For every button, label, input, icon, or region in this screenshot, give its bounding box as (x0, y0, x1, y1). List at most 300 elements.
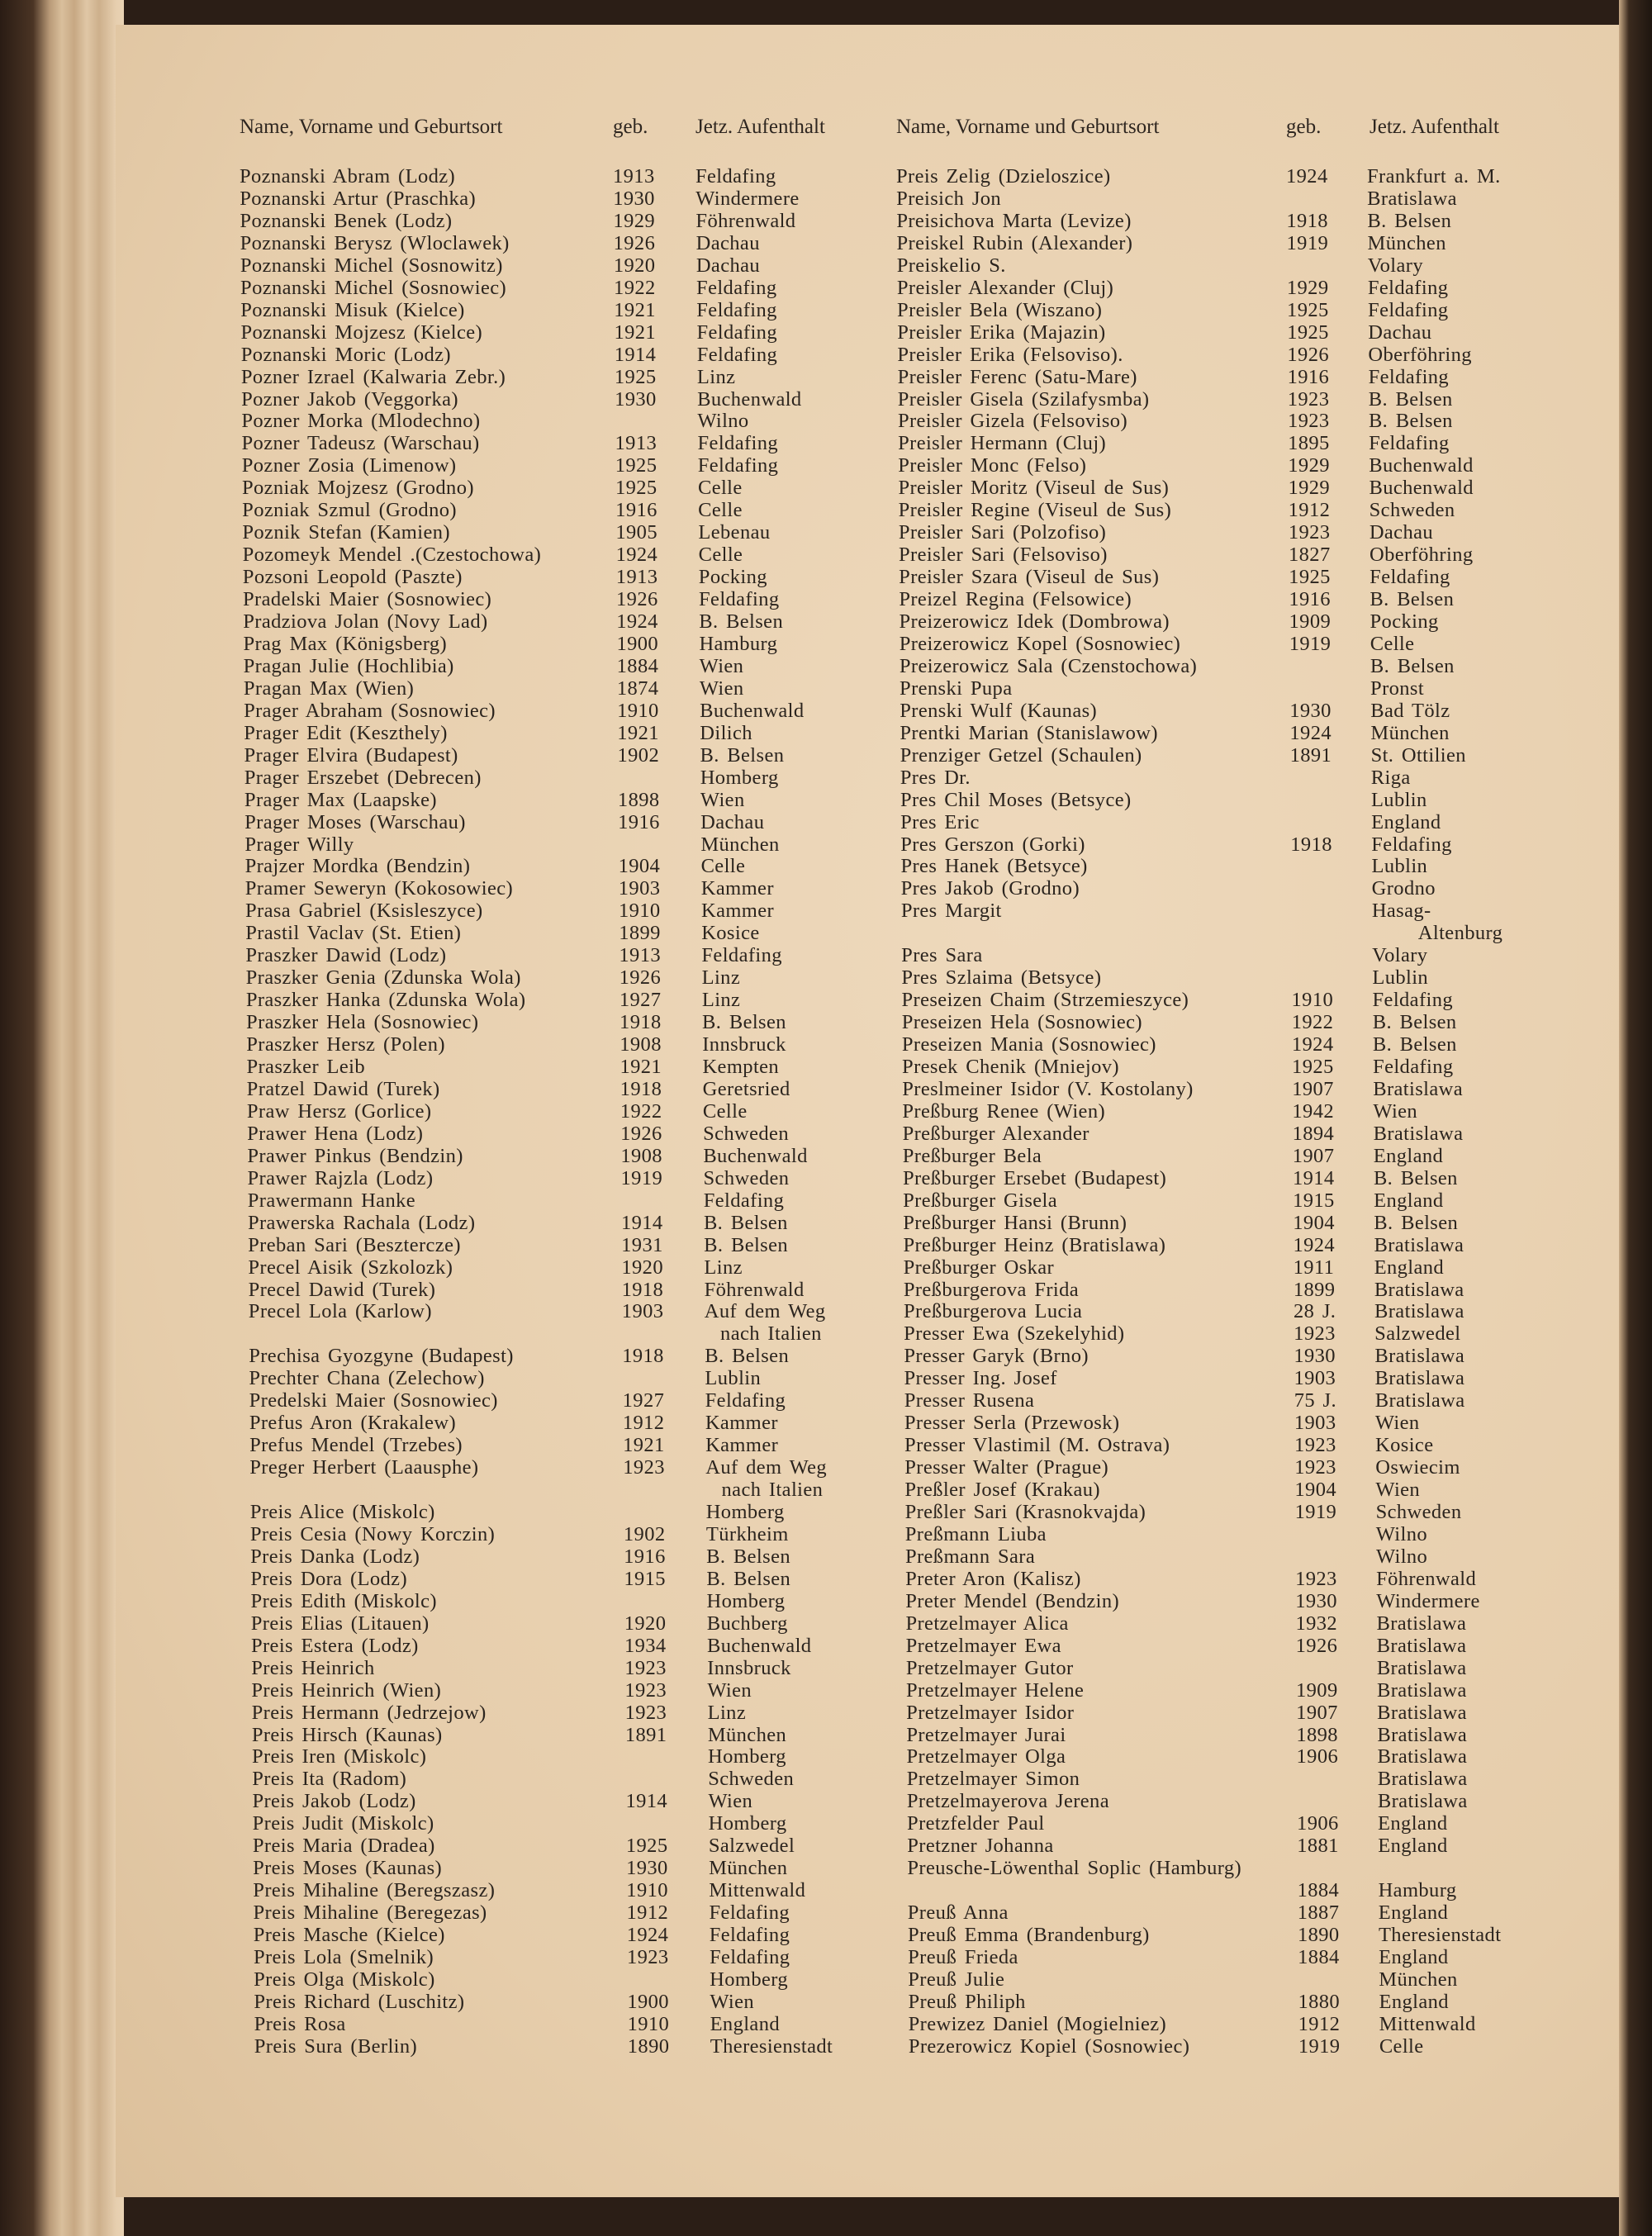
entry-year: 1919 (1294, 1501, 1337, 1523)
entry-name: Prawer Rajzla (Lodz) (247, 1166, 434, 1189)
entry-name: Preßburger Bela (902, 1144, 1042, 1167)
list-entry (0, 1056, 1652, 1078)
entry-name: Preis Estera (Lodz) (250, 1634, 419, 1657)
list-entry (0, 388, 1652, 411)
entry-place: Wilno (1375, 1522, 1428, 1545)
entry-name: Pozner Zosia (Limenow) (241, 454, 457, 477)
list-entry (0, 410, 1652, 432)
list-entry (0, 321, 1652, 344)
entry-name: Preßburger Gisela (903, 1189, 1058, 1212)
list-entry (0, 2035, 1652, 2058)
list-entry (0, 677, 1652, 700)
entry-place: Feldafing (695, 165, 776, 188)
entry-name: Preslmeiner Isidor (V. Kostolany) (902, 1077, 1194, 1100)
entry-year: 1910 (617, 699, 659, 722)
entry-year: 1895 (1288, 432, 1330, 455)
entry-name: Preseizen Chaim (Strzemieszyce) (901, 989, 1189, 1012)
entry-year: 1923 (624, 1678, 667, 1702)
entry-year: 1899 (1293, 1278, 1336, 1301)
entry-name: Preban Sari (Besztercze) (248, 1233, 461, 1256)
entry-place: Celle (702, 1099, 748, 1123)
entry-place: Bratislawa (1374, 1278, 1464, 1301)
list-entry (0, 900, 1652, 922)
entry-place: Schweden (703, 1122, 789, 1145)
list-entry (0, 232, 1652, 254)
list-entry (0, 477, 1652, 499)
entry-place: B. Belsen (1367, 209, 1452, 232)
entry-place: B. Belsen (1368, 387, 1453, 411)
list-entry (0, 1345, 1652, 1367)
entry-name: Preis Masche (Kielce) (253, 1924, 445, 1947)
entry-place: Oberföhring (1368, 343, 1472, 366)
entry-place: Oberföhring (1370, 544, 1474, 567)
entry-year: 1906 (1296, 1745, 1339, 1768)
entry-place: Feldafing (696, 320, 777, 344)
list-entry (0, 1389, 1652, 1412)
entry-year: 1907 (1296, 1701, 1338, 1724)
list-entry (0, 1145, 1652, 1167)
entry-name: Pramer Seweryn (Kokosowiec) (244, 877, 514, 900)
entry-place: Windermere (695, 187, 800, 210)
entry-name: Preuß Emma (Brandenburg) (907, 1924, 1150, 1947)
entry-place: Bratislawa (1376, 1634, 1467, 1657)
list-entry (0, 855, 1652, 877)
entry-name: Preisler Bela (Wiszano) (897, 298, 1103, 321)
entry-name: Preisler Monc (Felso) (898, 454, 1087, 477)
entry-place: Altenburg (1372, 922, 1503, 945)
list-entry (0, 1322, 1652, 1345)
entry-place: Buchenwald (1369, 454, 1474, 477)
right-header-place: Jetz. Aufenthalt (1370, 116, 1499, 138)
entry-place: Bratislawa (1374, 1300, 1464, 1323)
entry-year: 1922 (614, 276, 656, 299)
entry-year: 1920 (621, 1256, 663, 1279)
entry-year: 1894 (1292, 1122, 1335, 1145)
entry-year: 1907 (1292, 1144, 1335, 1167)
list-entry (0, 1212, 1652, 1234)
entry-place: München (700, 833, 780, 856)
left-header-name: Name, Vorname und Geburtsort (240, 116, 503, 138)
entry-name: Prechisa Gyozgyne (Budapest) (249, 1345, 514, 1368)
entry-name: Poznanski Mojzesz (Kielce) (240, 320, 483, 344)
entry-place: B. Belsen (704, 1233, 789, 1256)
entry-name: Preßler Sari (Krasnokvajda) (904, 1501, 1146, 1523)
entry-place: Pronst (1370, 676, 1425, 700)
list-entry (0, 1768, 1652, 1790)
entry-place: Kammer (700, 900, 775, 923)
entry-year: 1911 (1293, 1256, 1335, 1279)
entry-year: 1916 (618, 810, 660, 833)
entry-name: Presser Vlastimil (M. Ostrava) (904, 1434, 1170, 1457)
entry-place: Föhrenwald (1376, 1567, 1477, 1590)
entry-year: 1916 (624, 1545, 666, 1568)
entry-year: 1921 (620, 1056, 662, 1078)
entry-year: 1827 (1289, 544, 1331, 567)
entry-year: 1922 (1291, 1011, 1334, 1034)
entry-place: Geretsried (702, 1077, 790, 1100)
entry-place: Feldafing (1372, 989, 1454, 1012)
entry-place: Celle (698, 544, 743, 567)
entry-place: Feldafing (697, 432, 779, 455)
entry-year: 1925 (1287, 298, 1329, 321)
entry-name: Presek Chenik (Mniejov) (902, 1056, 1119, 1078)
entry-place: Pocking (698, 566, 767, 589)
entry-place: Hamburg (699, 632, 778, 655)
entry-place: Innsbruck (702, 1033, 786, 1056)
entry-name: Preiskel Rubin (Alexander) (896, 231, 1133, 254)
list-entry (0, 1256, 1652, 1279)
entry-place: England (710, 2012, 781, 2035)
entry-year: 1914 (620, 1211, 663, 1234)
left-header-year: geb. (613, 116, 648, 138)
entry-year: 1910 (1291, 989, 1334, 1012)
list-entry (0, 1033, 1652, 1056)
entry-year: 1913 (613, 165, 655, 188)
entry-name: Preis Danka (Lodz) (250, 1545, 420, 1568)
entry-name: Praszker Hanka (Zdunska Wola) (245, 989, 526, 1012)
entry-place: B. Belsen (703, 1211, 788, 1234)
entry-year: 1903 (1294, 1412, 1336, 1435)
list-entry (0, 655, 1652, 677)
entry-name: Poznanski Michel (Sosnowiec) (240, 276, 507, 299)
entry-place: B. Belsen (706, 1567, 791, 1590)
list-entry (0, 767, 1652, 789)
entry-year: 1924 (615, 544, 658, 567)
entry-place: nach Italien (705, 1322, 822, 1346)
entry-place: Homberg (700, 766, 779, 789)
entry-year: 1890 (1297, 1924, 1340, 1947)
list-entry (0, 254, 1652, 277)
entry-place: Föhrenwald (695, 209, 796, 232)
list-entry (0, 1946, 1652, 1968)
entry-name: Pozner Tadeusz (Warschau) (241, 432, 480, 455)
entry-name: Preuß Anna (907, 1901, 1009, 1925)
entry-year: 1924 (1293, 1233, 1336, 1256)
entry-year: 1926 (1287, 343, 1330, 366)
entry-name: Pres Hanek (Betsyce) (900, 855, 1088, 878)
entry-name: Preisler Gisela (Szilafysmba) (897, 387, 1150, 411)
entry-year: 1913 (615, 566, 658, 589)
entry-year: 1920 (613, 254, 656, 277)
entry-year: 1942 (1292, 1099, 1335, 1123)
entry-name: Preßburger Alexander (902, 1122, 1089, 1145)
entry-name: Preßburger Ersebet (Budapest) (902, 1166, 1167, 1189)
entry-place: Türkheim (705, 1522, 789, 1545)
entry-name: Pretzner Johanna (907, 1835, 1054, 1858)
entry-name: Preis Cesia (Nowy Korczin) (249, 1522, 496, 1545)
entry-year: 1915 (624, 1567, 666, 1590)
entry-year: 1924 (626, 1924, 669, 1947)
entry-place: nach Italien (705, 1479, 824, 1502)
entry-name: Preis Jakob (Lodz) (252, 1790, 416, 1813)
entry-place: Feldafing (709, 1946, 790, 1968)
right-header-name: Name, Vorname und Geburtsort (896, 116, 1160, 138)
entry-name: Praszker Dawid (Lodz) (245, 944, 447, 967)
list-entry (0, 432, 1652, 454)
entry-place: Bratislawa (1377, 1745, 1468, 1768)
entry-year: 1903 (621, 1300, 664, 1323)
list-entry (0, 1724, 1652, 1746)
list-entry (0, 1835, 1652, 1857)
entry-place: Feldafing (699, 588, 780, 611)
entry-place: Wilno (1375, 1545, 1428, 1568)
entry-place: Dachau (695, 254, 761, 277)
entry-name: Pozner Jakob (Veggorka) (241, 387, 458, 411)
entry-place: England (1379, 1990, 1449, 2013)
list-entry (0, 1279, 1652, 1301)
entry-name: Poznanski Misuk (Kielce) (240, 298, 465, 321)
entry-place: Salzwedel (1374, 1322, 1461, 1346)
entry-year: 1919 (1289, 632, 1332, 655)
entry-name: Prefus Aron (Krakalew) (249, 1412, 457, 1435)
list-entry (0, 1123, 1652, 1145)
entry-name: Prawerska Rachala (Lodz) (247, 1211, 476, 1234)
entry-year: 1930 (615, 387, 657, 411)
entry-year: 1903 (618, 877, 661, 900)
entry-place: Kosice (701, 922, 760, 945)
entry-name: Prawer Hena (Lodz) (247, 1122, 424, 1145)
left-header-place: Jetz. Aufenthalt (695, 116, 825, 138)
entry-place: England (1379, 1946, 1449, 1968)
list-entry (0, 1367, 1652, 1389)
entry-name: Preuß Julie (908, 1968, 1005, 1991)
entry-name: Preisler Szara (Viseul de Sus) (899, 566, 1160, 589)
entry-place: Bratislawa (1377, 1790, 1468, 1813)
entry-name: Preis Elias (Litauen) (250, 1612, 430, 1635)
list-entry (0, 1657, 1652, 1679)
entry-name: Preisler Sari (Polzofiso) (898, 521, 1107, 544)
entry-name: Preuß Frieda (908, 1946, 1018, 1968)
entry-name: Prasa Gabriel (Ksisleszyce) (244, 900, 483, 923)
entry-name: Preis Sura (Berlin) (254, 2034, 418, 2058)
entry-place: Buchberg (706, 1612, 788, 1635)
entry-year: 1914 (1292, 1166, 1335, 1189)
entry-name: Pres Szlaima (Betsyce) (901, 966, 1102, 990)
entry-year: 1912 (1298, 2012, 1341, 2035)
entry-name: Preizerowicz Kopel (Sosnowiec) (899, 632, 1181, 655)
entry-place: Linz (701, 966, 741, 990)
entry-name: Pretzelmayer Jurai (906, 1723, 1066, 1746)
entry-place: England (1378, 1901, 1449, 1925)
entry-place: Wien (700, 788, 745, 811)
entry-year: 1927 (619, 989, 662, 1012)
entry-name: Preizel Regina (Felsowice) (899, 588, 1132, 611)
list-entry (0, 188, 1652, 210)
entry-place: Homberg (710, 1968, 789, 1991)
entry-year: 1918 (620, 1011, 662, 1034)
entry-year: 1912 (1288, 499, 1331, 522)
entry-name: Preisler Moritz (Viseul de Sus) (898, 477, 1170, 500)
entry-place: Celle (1370, 632, 1415, 655)
entry-name: Praszker Leib (246, 1056, 366, 1078)
entry-name: Preis Zelig (Dzieloszice) (896, 165, 1111, 188)
list-entry (0, 1924, 1652, 1946)
entry-year: 1914 (614, 343, 657, 366)
entry-name: Prenziger Getzel (Schaulen) (900, 743, 1142, 767)
entry-place: Wien (707, 1678, 752, 1702)
entry-place: Bratislawa (1374, 1345, 1465, 1368)
entry-name: Prajzer Mordka (Bendzin) (244, 855, 471, 878)
entry-place: B. Belsen (1372, 1033, 1457, 1056)
entry-place: Celle (698, 499, 743, 522)
list-entry (0, 833, 1652, 856)
entry-place: Föhrenwald (704, 1278, 805, 1301)
list-entry (0, 700, 1652, 722)
entry-place: Feldafing (1370, 566, 1450, 589)
entry-name: Preisich Jon (896, 187, 1002, 210)
entry-name: Precel Dawid (Turek) (248, 1278, 436, 1301)
entry-place: Kosice (1375, 1434, 1434, 1457)
entry-year: 1906 (1297, 1812, 1339, 1835)
list-entry (0, 811, 1652, 833)
entry-name: Pretzelmayer Alica (905, 1612, 1069, 1635)
entry-place: München (707, 1723, 787, 1746)
list-entry (0, 1679, 1652, 1702)
entry-name: Pozsoni Leopold (Paszte) (242, 566, 463, 589)
entry-place: Bratislawa (1367, 187, 1457, 210)
entry-place: B. Belsen (1372, 1011, 1457, 1034)
entry-name: Preis Maria (Dradea) (252, 1835, 435, 1858)
entry-place: Feldafing (696, 298, 777, 321)
entry-place: Kempten (702, 1056, 780, 1078)
entry-year: 1910 (626, 1879, 668, 1902)
entry-name: Precel Aisik (Szkolozk) (248, 1256, 453, 1279)
entry-place: B. Belsen (1373, 1166, 1458, 1189)
entry-name: Prentki Marian (Stanislawow) (900, 721, 1158, 744)
entry-year: 1923 (1294, 1322, 1336, 1346)
entry-place: Frankfurt a. M. (1367, 165, 1501, 188)
entry-year: 1931 (621, 1233, 663, 1256)
entry-year: 1921 (614, 298, 656, 321)
entry-place: England (1374, 1256, 1445, 1279)
entry-place: Wien (699, 676, 744, 700)
list-entry (0, 299, 1652, 321)
entry-year: 1912 (622, 1412, 665, 1435)
entry-year: 1913 (619, 944, 662, 967)
entry-name: Preis Olga (Miskolc) (254, 1968, 435, 1991)
entry-name: Praszker Hersz (Polen) (246, 1033, 445, 1056)
entry-place: Bratislawa (1373, 1122, 1464, 1145)
entry-name: Preter Mendel (Bendzin) (905, 1589, 1120, 1612)
entry-name: Preßburgerova Frida (903, 1278, 1080, 1301)
entry-place: B. Belsen (706, 1545, 790, 1568)
list-entry (0, 521, 1652, 544)
entry-name: Preisichova Marta (Levize) (896, 209, 1132, 232)
entry-year: 1908 (620, 1033, 662, 1056)
entry-name: Preßburg Renee (Wien) (902, 1099, 1106, 1123)
entry-place: Bratislawa (1377, 1768, 1468, 1791)
entry-name: Preis Lola (Smelnik) (253, 1946, 434, 1968)
entry-place: Mittenwald (1379, 2012, 1476, 2035)
entry-name: Pres Gerszon (Gorki) (900, 833, 1085, 856)
list-entry (0, 1568, 1652, 1590)
list-entry (0, 1635, 1652, 1657)
entry-name: Pres Chil Moses (Betsyce) (900, 788, 1132, 811)
entry-name: Preter Aron (Kalisz) (905, 1567, 1081, 1590)
entry-place: Theresienstadt (1378, 1924, 1502, 1947)
entry-place: Buchenwald (700, 699, 805, 722)
list-entry (0, 633, 1652, 655)
entry-place: Schweden (1375, 1501, 1462, 1523)
entry-year: 1910 (627, 2012, 670, 2035)
entry-name: Preusche-Löwenthal Soplic (Hamburg) (907, 1857, 1242, 1880)
entry-year: 1909 (1289, 610, 1332, 633)
entry-name: Prewizez Daniel (Mogielniez) (908, 2012, 1167, 2035)
entry-year: 1921 (623, 1434, 665, 1457)
list-entry (0, 499, 1652, 521)
entry-place: Wien (1373, 1099, 1418, 1123)
list-entry (0, 1702, 1652, 1724)
entry-place: Feldafing (1367, 276, 1449, 299)
entry-place: Feldafing (701, 944, 782, 967)
entry-year: 1918 (620, 1077, 662, 1100)
list-entry (0, 210, 1652, 232)
list-entry (0, 588, 1652, 610)
list-entry (0, 789, 1652, 811)
list-entry (0, 1812, 1652, 1835)
entry-place: Bratislawa (1376, 1612, 1467, 1635)
entry-name: Pretzelmayerova Jerena (906, 1790, 1109, 1813)
list-entry (0, 877, 1652, 900)
entry-year: 1916 (615, 499, 657, 522)
entry-year: 1919 (1298, 2034, 1341, 2058)
entry-name: Prager Willy (244, 833, 354, 856)
entry-name: Prager Abraham (Sosnowiec) (244, 699, 496, 722)
entry-place: Feldafing (709, 1901, 790, 1925)
entry-name: Preßburger Heinz (Bratislawa) (903, 1233, 1166, 1256)
entry-year: 1918 (621, 1278, 664, 1301)
entry-year: 1929 (1288, 477, 1331, 500)
entry-name: Pragan Julie (Hochlibia) (243, 654, 454, 677)
entry-place: Buchenwald (706, 1634, 812, 1657)
entry-year: 1926 (1295, 1634, 1338, 1657)
entry-place: Hamburg (1378, 1879, 1457, 1902)
entry-place: England (1374, 1189, 1444, 1212)
entry-year: 1902 (623, 1522, 666, 1545)
entry-year: 1923 (1294, 1434, 1336, 1457)
entry-name: Pres Jakob (Grodno) (900, 877, 1080, 900)
entry-year: 1923 (1287, 387, 1330, 411)
entry-year: 1890 (627, 2034, 670, 2058)
entry-place: Celle (1379, 2034, 1424, 2058)
entry-year: 1916 (1289, 588, 1331, 611)
entry-name: Prezerowicz Kopiel (Sosnowiec) (908, 2034, 1190, 2058)
entry-place: Feldafing (696, 276, 777, 299)
entry-place: B. Belsen (1370, 588, 1455, 611)
entry-year: 1930 (1295, 1589, 1337, 1612)
entry-name: Pretzelmayer Olga (906, 1745, 1066, 1768)
entry-place: Schweden (708, 1768, 795, 1791)
entry-name: Preisler Alexander (Cluj) (896, 276, 1114, 299)
list-entry (0, 2013, 1652, 2035)
entry-name: Preseizen Mania (Sosnowiec) (901, 1033, 1156, 1056)
entry-place: Feldafing (1369, 432, 1450, 455)
list-entry (0, 944, 1652, 966)
entry-name: Prager Elvira (Budapest) (244, 743, 458, 767)
entry-year: 1903 (1294, 1367, 1336, 1390)
entry-name: Pretzfelder Paul (907, 1812, 1045, 1835)
list-entry (0, 1011, 1652, 1033)
entry-year: 1918 (1290, 833, 1332, 856)
entry-year: 1930 (1289, 699, 1332, 722)
entry-name: Pres Margit (900, 900, 1002, 923)
entry-name: Pradziova Jolan (Novy Lad) (243, 610, 488, 633)
entry-place: Bratislawa (1374, 1367, 1465, 1390)
entry-place: England (1371, 810, 1441, 833)
entry-place: England (1373, 1144, 1444, 1167)
list-entry (0, 610, 1652, 633)
entry-name: Pozomeyk Mendel .(Czestochowa) (242, 544, 542, 567)
